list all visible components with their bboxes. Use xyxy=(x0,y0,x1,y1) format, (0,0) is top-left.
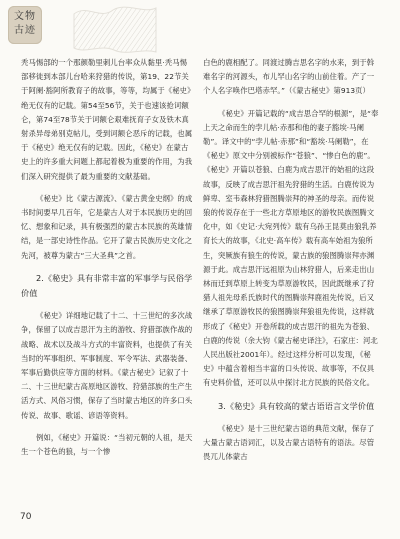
section-badge-line1: 文物 xyxy=(14,11,36,22)
section-heading-3: 3.《秘史》具有较高的蒙古语语言文学价值 xyxy=(218,400,375,411)
left-paragraph-3: 《秘史》详细地记载了十二、十三世纪的多次战争，保留了以成吉思汗为主的游牧、狩猎部族作战的战略、战术以及战斗方式的丰富资料，也提供了有关当时的军事组织、军事制度、军令军法、武器装备、军事后勤供应等方面的材料。《蒙古秘史》记叙了十二、十三世纪蒙古高原地区游牧、狩猎部族的生产生活方式、风俗习惯，保存了当时蒙古地区的许多口头传说、故事、歌谣、谚语等资料。 xyxy=(21,311,193,420)
page-number: 70 xyxy=(20,512,32,522)
section-badge-text xyxy=(8,10,42,38)
right-paragraph-3: 《秘史》是十三世纪蒙古语的典范文献，保存了大量古蒙古语词汇，以及古蒙古语特有的语法。尽管畏兀儿体蒙古 xyxy=(203,423,375,462)
left-paragraph-2: 《秘史》比《蒙古源流》、《蒙古黄金史纲》的成书时间要早几百年，它是蒙古人对于本民族历史的回忆、想象和记录，具有极强烈的蒙古本民族的英雄情结，是一部史诗性作品。它开了蒙古民族历史文化之先河，被尊为蒙古“三大圣典”之首。 xyxy=(21,193,193,260)
left-paragraph-1: 秃马惕部的一个那颜勒里刺儿台率众从黏里·秃马惕部移徙到本部儿台哈来狩猎的传说，第19、22节关于阿阑·豁阿所教育子的故事，等等，均属于《秘史》绝无仅有的记载。第54至56节，关于也速该抢诃额仑，第74至78节关于诃额仑艰难抚育子女及铁木真射杀异母弟别克帖儿，受到诃额仑恶斥的记载，也属于《秘史》绝无仅有的记载。因此，《秘史》在蒙古史上的许多重大问题上都起着极为重要的作用，为我们深入研究提供了最为重要的文献基础。 xyxy=(21,58,193,181)
section-badge xyxy=(8,6,42,44)
section-badge-line2: 古迹 xyxy=(14,25,36,36)
right-paragraph-1: 白色的鹿相配了。同渡过腾吉思名字的水来，到于斡难名字的河源头，布儿罕山名字的山前住着。产了一个人名字唤作巴塔赤罕。”（《蒙古秘史》第913页） xyxy=(203,58,375,96)
left-paragraph-4: 例如，《秘史》开篇说：“当初元朝的人祖，是天生一个苍色的狼，与一个惨 xyxy=(21,432,193,457)
right-paragraph-2: 《秘史》开篇记载的“成吉思合罕的根源”，是“奉上天之命而生的孛儿帖·赤那和他的妻子豁埃·马阑勒”。译文中的“孛儿帖·赤那”和“豁埃·马阑勒”，在《秘史》原文中分别被标作“苍狼”、“惨白色的鹿”。《秘史》开篇以苍狼、白鹿为成吉思汗的始祖的这段故事，反映了成吉思汗祖先狩猎的生活。白鹿传说为鲜卑、室韦森林狩猎图腾崇拜的神圣的母亲。而传说狼的传说存在于一些北方草原地区的游牧民族图腾文化中，如《史记·大宛列传》载有乌孙王昆莫由狼乳养育长大的故事，《北史·高车传》载有高车始祖为狼所生，突厥族有狼生的传说，蒙古族的狼图腾崇拜亦渊源于此。成吉思汗远祖原为山林狩猎人，后来走出山林而迁到草原上转变为草原游牧民，因此既继承了狩猎人祖先母系氏族时代的图腾崇拜鹿祖先传说，后又继承了草原游牧民的狼图腾崇拜狼祖先传说，这样就形成了《秘史》开卷所载的成吉思汗的祖先为苍狼、白鹿的传说（余大钧《蒙古秘史译注》，石家庄：河北人民出版社2001年）。经过这样分析可以发现，《秘史》中蕴含着相当丰富的口头传说、故事等，不仅具有史料价值，还可以从中探讨北方民族的民俗文化。 xyxy=(203,108,379,388)
decorative-brush-pattern-icon xyxy=(66,4,161,56)
page-header xyxy=(0,0,400,64)
section-heading-2: 2.《秘史》具有非常丰富的军事学与民俗学价值 xyxy=(21,272,193,299)
right-text-column xyxy=(203,56,381,472)
left-text-column xyxy=(21,56,194,467)
